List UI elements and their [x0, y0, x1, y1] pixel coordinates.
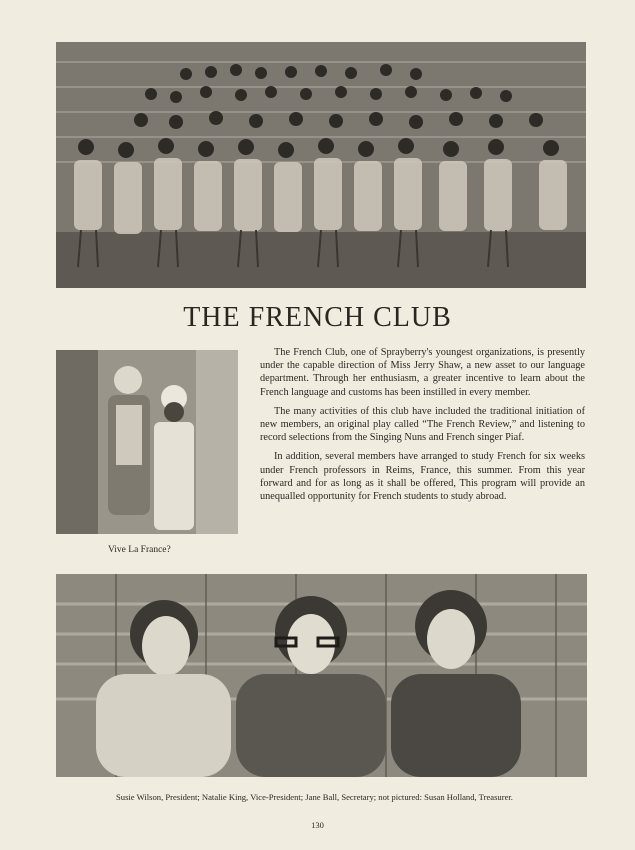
- officers-photo: [56, 574, 587, 777]
- costume-photo: [56, 350, 238, 534]
- page-title: THE FRENCH CLUB: [183, 302, 452, 333]
- article-paragraph: The French Club, one of Sprayberry's youngest organizations, is presently under the capable direction of Miss Jerry Shaw, a new asset to our language department. Through her enthusiasm, a greater incentive to learn about the French language and customs has been instilled in every member.: [260, 347, 585, 398]
- page-number: 130: [311, 820, 324, 830]
- group-photo: [56, 42, 586, 288]
- costume-caption: Vive La France?: [108, 545, 171, 555]
- officers-caption: Susie Wilson, President; Natalie King, Vice-President; Jane Ball, Secretary; not pictured: Susan Holland, Treasurer.: [116, 792, 513, 802]
- article-paragraph: The many activities of this club have included the traditional initiation of new members, an original play called “The French Review,” and listening to record selections from the Singing Nuns and French singer Piaf.: [260, 405, 585, 444]
- article-paragraph: In addition, several members have arranged to study French for six weeks under French professors in Reims, France, this summer. From this year forward and for as long as it shall be offered, This program will provide an unequalled opportunity for French students to study abroad.: [260, 451, 585, 503]
- article-body: [260, 346, 585, 509]
